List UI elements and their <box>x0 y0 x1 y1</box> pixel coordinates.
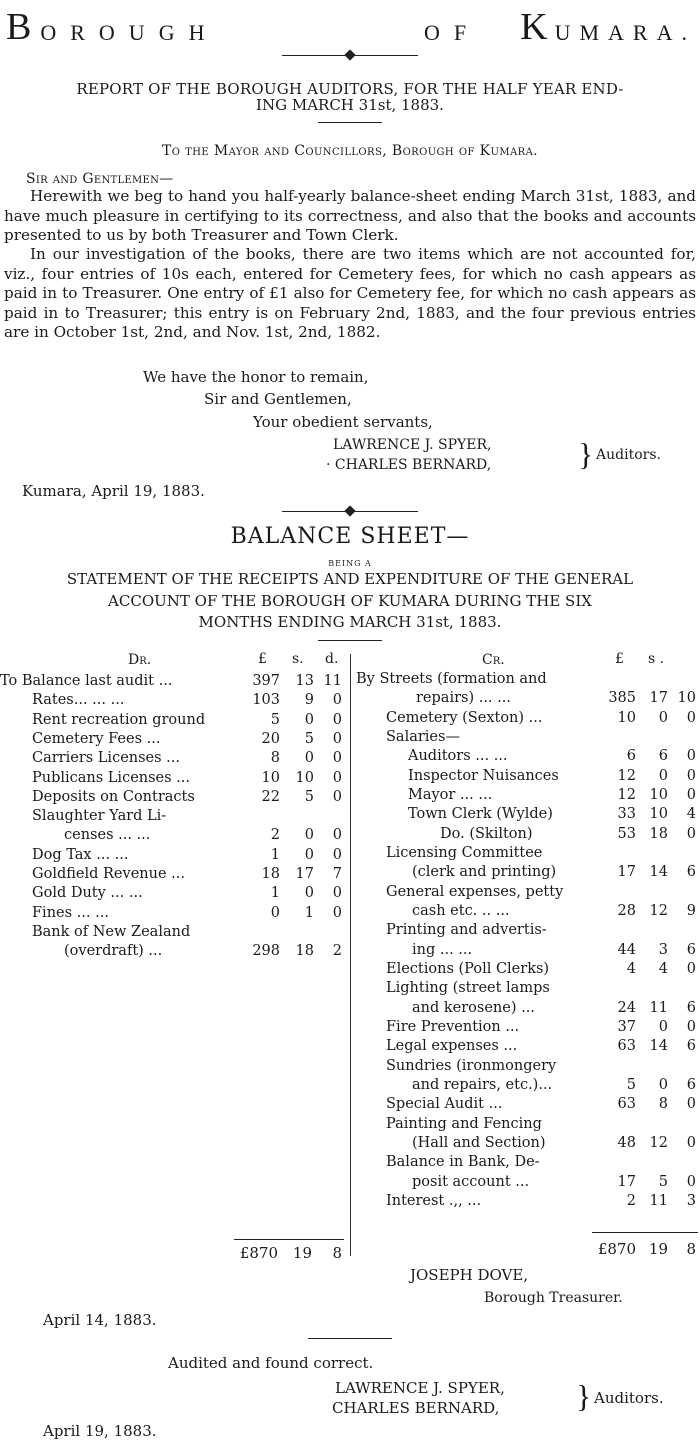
title-initial-k: K <box>520 6 549 48</box>
cr-row-pence: 6 <box>686 941 696 958</box>
cr-row-pence: 6 <box>686 1038 696 1055</box>
dr-row-pence: 0 <box>332 788 342 805</box>
cr-row-pounds: 24 <box>617 999 636 1016</box>
cr-row-pounds: 385 <box>608 690 636 707</box>
cr-row-pounds: 63 <box>617 1096 636 1113</box>
letter-signer-2: · CHARLES BERNARD, <box>326 457 492 473</box>
audit-auditors-role: Auditors. <box>594 1389 664 1407</box>
dr-row-shillings: 0 <box>304 846 314 863</box>
cr-row-pounds: 17 <box>617 1173 636 1190</box>
cr-row-label: Sundries (ironmongery <box>386 1057 557 1074</box>
cr-row-pence: 0 <box>686 825 696 842</box>
cr-row-label: By Streets (formation and <box>356 671 547 687</box>
cr-row-pence: 0 <box>686 1096 696 1113</box>
cr-row-label: Town Clerk (Wylde) <box>408 806 553 823</box>
dr-row-shillings: 0 <box>304 827 314 844</box>
cr-row-pence: 0 <box>686 1018 696 1035</box>
treasurer-title: Borough Treasurer. <box>484 1290 623 1306</box>
cr-row-pence: 0 <box>686 786 696 803</box>
letter-paragraph-2 <box>4 245 696 343</box>
cr-row-shillings: 18 <box>649 825 668 842</box>
cr-row-pounds: 63 <box>617 1038 636 1055</box>
dr-row-label: Rates... ... ... <box>32 692 125 709</box>
cr-row-shillings: 8 <box>658 1096 668 1113</box>
dr-row-pounds: 298 <box>252 943 280 960</box>
column-divider <box>350 654 351 1256</box>
letter-paragraph-1 <box>4 187 696 246</box>
letter-place-date: Kumara, April 19, 1883. <box>22 482 205 500</box>
cr-row-pence: 3 <box>686 1192 696 1209</box>
cr-row-label: Printing and advertis- <box>386 922 547 939</box>
dr-row-shillings: 5 <box>304 730 314 747</box>
cr-row-label: Do. (Skilton) <box>440 825 533 842</box>
title-initial-b: B <box>6 6 33 48</box>
dr-row-shillings: 5 <box>304 788 314 805</box>
cr-row-label: Lighting (street lamps <box>386 980 550 997</box>
balance-statement-line3: MONTHS ENDING MARCH 31st, 1883. <box>198 613 502 631</box>
dr-row-pence: 7 <box>332 866 342 882</box>
dr-row-pence: 0 <box>332 692 342 709</box>
title-word-umara: UMARA. <box>554 20 696 45</box>
letter-paragraph-1-text: Herewith we beg to hand you half-yearly balance-sheet ending March 31st, 1883, and have much pleasure in certifying to its correctness, and also that the books and accounts presented to us by both Treasurer and Town Clerk. <box>4 187 696 244</box>
cr-total-pounds: £870 <box>597 1240 636 1258</box>
dr-row-label: (overdraft) ... <box>64 943 163 960</box>
letter-signer-1: LAWRENCE J. SPYER, <box>333 437 492 453</box>
cr-row-pounds: 5 <box>626 1076 636 1093</box>
dr-row-pounds: 0 <box>270 904 280 921</box>
dr-row-shillings: 18 <box>295 943 314 960</box>
dr-row-pounds: 22 <box>261 788 280 805</box>
cr-total-shillings: 19 <box>648 1240 668 1258</box>
cr-total-pence: 8 <box>686 1240 696 1258</box>
letter-signers-brace: } <box>578 436 594 472</box>
dr-row-pounds: 1 <box>270 846 280 863</box>
cr-row-label: Interest .,, ... <box>386 1192 482 1209</box>
cr-row-label: Inspector Nuisances <box>408 767 559 784</box>
cr-row-pounds: 2 <box>626 1192 636 1209</box>
cr-row-pence: 0 <box>686 709 696 726</box>
cr-row-shillings: 11 <box>649 999 668 1016</box>
balance-being: BEING A <box>328 559 372 568</box>
cr-row-shillings: 17 <box>649 690 668 707</box>
dr-row-pence: 0 <box>332 885 342 902</box>
dr-total-shillings: 19 <box>292 1244 312 1262</box>
cr-row-label: Balance in Bank, De- <box>386 1154 540 1171</box>
cr-row-shillings: 3 <box>658 941 668 958</box>
cr-shillings-header: s . <box>648 651 665 667</box>
cr-row-shillings: 5 <box>658 1173 668 1190</box>
letter-salutation: Sir and Gentlemen— <box>26 171 174 187</box>
cr-row-pence: 6 <box>686 999 696 1016</box>
dr-row-shillings: 9 <box>304 692 314 709</box>
dr-row-pence: 0 <box>332 750 342 767</box>
dr-total-rule <box>234 1239 344 1240</box>
cr-row-pounds: 48 <box>617 1134 636 1151</box>
cr-row-pounds: 4 <box>626 960 636 977</box>
audit-signers-brace: } <box>576 1378 592 1414</box>
dr-row-pence: 0 <box>332 730 342 747</box>
letter-paragraph-2-text: In our investigation of the books, there are two items which are not accounted for, viz., four entries of 10s each, entered for Cemetery fees, for which no cash appears as paid in to Treasurer. One entry of £1 also for Cemetery fee, for which no cash appears as paid in to Treasurer; this entry is on February 2nd, 1883, and the four previous entries are in October 1st, 2nd, and Nov. 1st, 2nd, 1882. <box>4 245 696 341</box>
cr-row-pounds: 6 <box>626 748 636 765</box>
dr-row-shillings: 0 <box>304 711 314 728</box>
cr-row-label: Painting and Fencing <box>386 1115 542 1132</box>
cr-row-label: (clerk and printing) <box>412 864 557 881</box>
balance-sheet-date: April 14, 1883. <box>43 1311 157 1329</box>
dr-row-pounds: 2 <box>270 827 280 844</box>
cr-row-shillings: 14 <box>649 1038 668 1055</box>
cr-row-shillings: 10 <box>649 786 668 803</box>
masthead-title <box>6 0 696 46</box>
dr-row-shillings: 0 <box>304 885 314 902</box>
dr-total-pounds: £870 <box>239 1244 278 1262</box>
dr-row-shillings: 1 <box>304 904 314 921</box>
cr-row-pounds: 44 <box>617 941 636 958</box>
closing-line-1: We have the honor to remain, <box>143 368 369 386</box>
title-word-of: OF <box>424 20 481 45</box>
cr-row-pence: 0 <box>686 748 696 765</box>
cr-row-shillings: 12 <box>649 902 668 919</box>
dr-row-label: Deposits on Contracts <box>32 788 195 805</box>
dr-row-pounds: 8 <box>270 750 280 767</box>
cr-row-label: Auditors ... ... <box>408 748 508 765</box>
audit-statement: Audited and found correct. <box>168 1354 374 1372</box>
audit-signer-2: CHARLES BERNARD, <box>332 1399 500 1417</box>
cr-row-label: Elections (Poll Clerks) <box>386 960 550 977</box>
dr-row-label: Carriers Licenses ... <box>32 750 181 767</box>
dr-shillings-header: s. <box>292 651 304 667</box>
cr-total-rule <box>592 1232 698 1233</box>
cr-row-pence: 0 <box>686 1173 696 1190</box>
cr-row-label: (Hall and Section) <box>412 1134 546 1151</box>
cr-row-shillings: 4 <box>658 960 668 977</box>
cr-row-pence: 0 <box>686 960 696 977</box>
dr-row-label: Publicans Licenses ... <box>32 769 191 786</box>
cr-row-shillings: 0 <box>658 1076 668 1093</box>
cr-row-label: and kerosene) ... <box>412 999 535 1016</box>
cr-row-shillings: 0 <box>658 1018 668 1035</box>
cr-row-label: Special Audit ... <box>386 1096 503 1113</box>
dr-row-pence: 0 <box>332 827 342 844</box>
cr-row-pence: 6 <box>686 864 696 881</box>
dr-row-pence: 0 <box>332 769 342 786</box>
balance-statement-line2: ACCOUNT OF THE BOROUGH OF KUMARA DURING THE SIX <box>108 592 592 610</box>
cr-row-shillings: 10 <box>649 806 668 823</box>
dr-row-pounds: 5 <box>270 711 280 728</box>
letter-auditors-role: Auditors. <box>596 447 661 463</box>
short-rule-3 <box>308 1338 392 1339</box>
dr-pence-header: d. <box>325 651 339 667</box>
title-word-orough: OROUGH <box>40 20 219 45</box>
cr-row-pence: 4 <box>686 806 696 823</box>
dr-row-label: Fines ... ... <box>32 904 109 921</box>
cr-row-label: Mayor ... ... <box>408 786 493 803</box>
cr-row-shillings: 0 <box>658 709 668 726</box>
dr-row-label: Slaughter Yard Li- <box>32 808 167 825</box>
balance-statement-line1: STATEMENT OF THE RECEIPTS AND EXPENDITURE OF THE GENERAL <box>66 570 634 588</box>
cr-row-pence: 0 <box>686 767 696 784</box>
cr-row-pence: 9 <box>686 902 696 919</box>
dr-row-pence: 0 <box>332 846 342 863</box>
report-heading-line2: ING MARCH 31st, 1883. <box>256 96 444 114</box>
dr-row-pence: 11 <box>323 673 342 689</box>
cr-row-label: repairs) ... ... <box>416 690 511 707</box>
dr-row-pence: 0 <box>332 711 342 728</box>
dr-row-label: Rent recreation ground <box>32 711 206 728</box>
cr-row-label: ing ... ... <box>412 941 473 958</box>
cr-row-pence: 6 <box>686 1076 696 1093</box>
dr-row-label: Goldfield Revenue ... <box>32 866 185 882</box>
dr-row-shillings: 10 <box>295 769 314 786</box>
cr-column-header: Cr. <box>482 652 505 668</box>
dr-row-label: censes ... ... <box>64 827 151 844</box>
cr-row-label: Fire Prevention ... <box>386 1018 520 1035</box>
dr-row-label: Dog Tax ... ... <box>32 846 129 863</box>
dr-row-shillings: 13 <box>295 673 314 689</box>
letter-address: To the Mayor and Councillors, Borough of Kumara. <box>161 143 539 159</box>
ornament-diamond-mid <box>344 505 355 516</box>
cr-row-label: Salaries— <box>386 728 460 745</box>
treasurer-name: JOSEPH DOVE, <box>410 1266 529 1284</box>
dr-row-pounds: 18 <box>261 866 280 882</box>
dr-row-pounds: 397 <box>252 673 280 689</box>
cr-row-pounds: 33 <box>617 806 636 823</box>
closing-line-3: Your obedient servants, <box>253 413 433 431</box>
cr-row-pounds: 10 <box>617 709 636 726</box>
dr-row-pence: 2 <box>332 943 342 960</box>
cr-row-pounds: 17 <box>617 864 636 881</box>
dr-row-label: To Balance last audit ... <box>0 673 173 689</box>
cr-row-pounds: 53 <box>617 825 636 842</box>
cr-row-shillings: 6 <box>658 748 668 765</box>
dr-row-pounds: 1 <box>270 885 280 902</box>
closing-line-2: Sir and Gentlemen, <box>204 390 352 408</box>
cr-row-label: cash etc. .. ... <box>412 902 510 919</box>
dr-total-pence: 8 <box>332 1244 342 1262</box>
dr-row-pounds: 10 <box>261 769 280 786</box>
dr-row-label: Gold Duty ... ... <box>32 885 143 902</box>
cr-row-label: General expenses, petty <box>386 883 564 900</box>
report-heading-line1: REPORT OF THE BOROUGH AUDITORS, FOR THE HALF YEAR END- <box>76 80 624 98</box>
dr-row-label: Cemetery Fees ... <box>32 730 161 747</box>
cr-row-pence: 0 <box>686 1134 696 1151</box>
dr-row-label: Bank of New Zealand <box>32 923 191 940</box>
dr-row-pounds: 20 <box>261 730 280 747</box>
ornament-diamond-top <box>344 49 355 60</box>
cr-row-label: Cemetery (Sexton) ... <box>386 709 543 726</box>
cr-row-shillings: 11 <box>649 1192 668 1209</box>
cr-row-shillings: 0 <box>658 767 668 784</box>
audit-signer-1: LAWRENCE J. SPYER, <box>335 1379 505 1397</box>
cr-row-label: Legal expenses ... <box>386 1038 518 1055</box>
cr-row-pounds: 12 <box>617 786 636 803</box>
short-rule-1 <box>318 122 382 123</box>
dr-row-shillings: 0 <box>304 750 314 767</box>
dr-row-pence: 0 <box>332 904 342 921</box>
cr-pounds-header: £ <box>615 651 624 667</box>
cr-row-pounds: 37 <box>617 1018 636 1035</box>
cr-row-label: Licensing Committee <box>386 844 543 861</box>
dr-row-pounds: 103 <box>252 692 280 709</box>
balance-sheet-title: BALANCE SHEET— <box>230 524 470 549</box>
dr-pounds-header: £ <box>258 651 267 667</box>
cr-row-shillings: 12 <box>649 1134 668 1151</box>
cr-row-pounds: 12 <box>617 767 636 784</box>
dr-row-shillings: 17 <box>295 866 314 882</box>
cr-row-pence: 10 <box>677 690 696 707</box>
dr-column-header: Dr. <box>128 652 152 668</box>
cr-row-label: posit account ... <box>412 1173 530 1190</box>
short-rule-2 <box>318 640 382 641</box>
audit-date: April 19, 1883. <box>43 1422 157 1440</box>
cr-row-shillings: 14 <box>649 864 668 881</box>
cr-row-label: and repairs, etc.)... <box>412 1076 553 1093</box>
cr-row-pounds: 28 <box>617 902 636 919</box>
